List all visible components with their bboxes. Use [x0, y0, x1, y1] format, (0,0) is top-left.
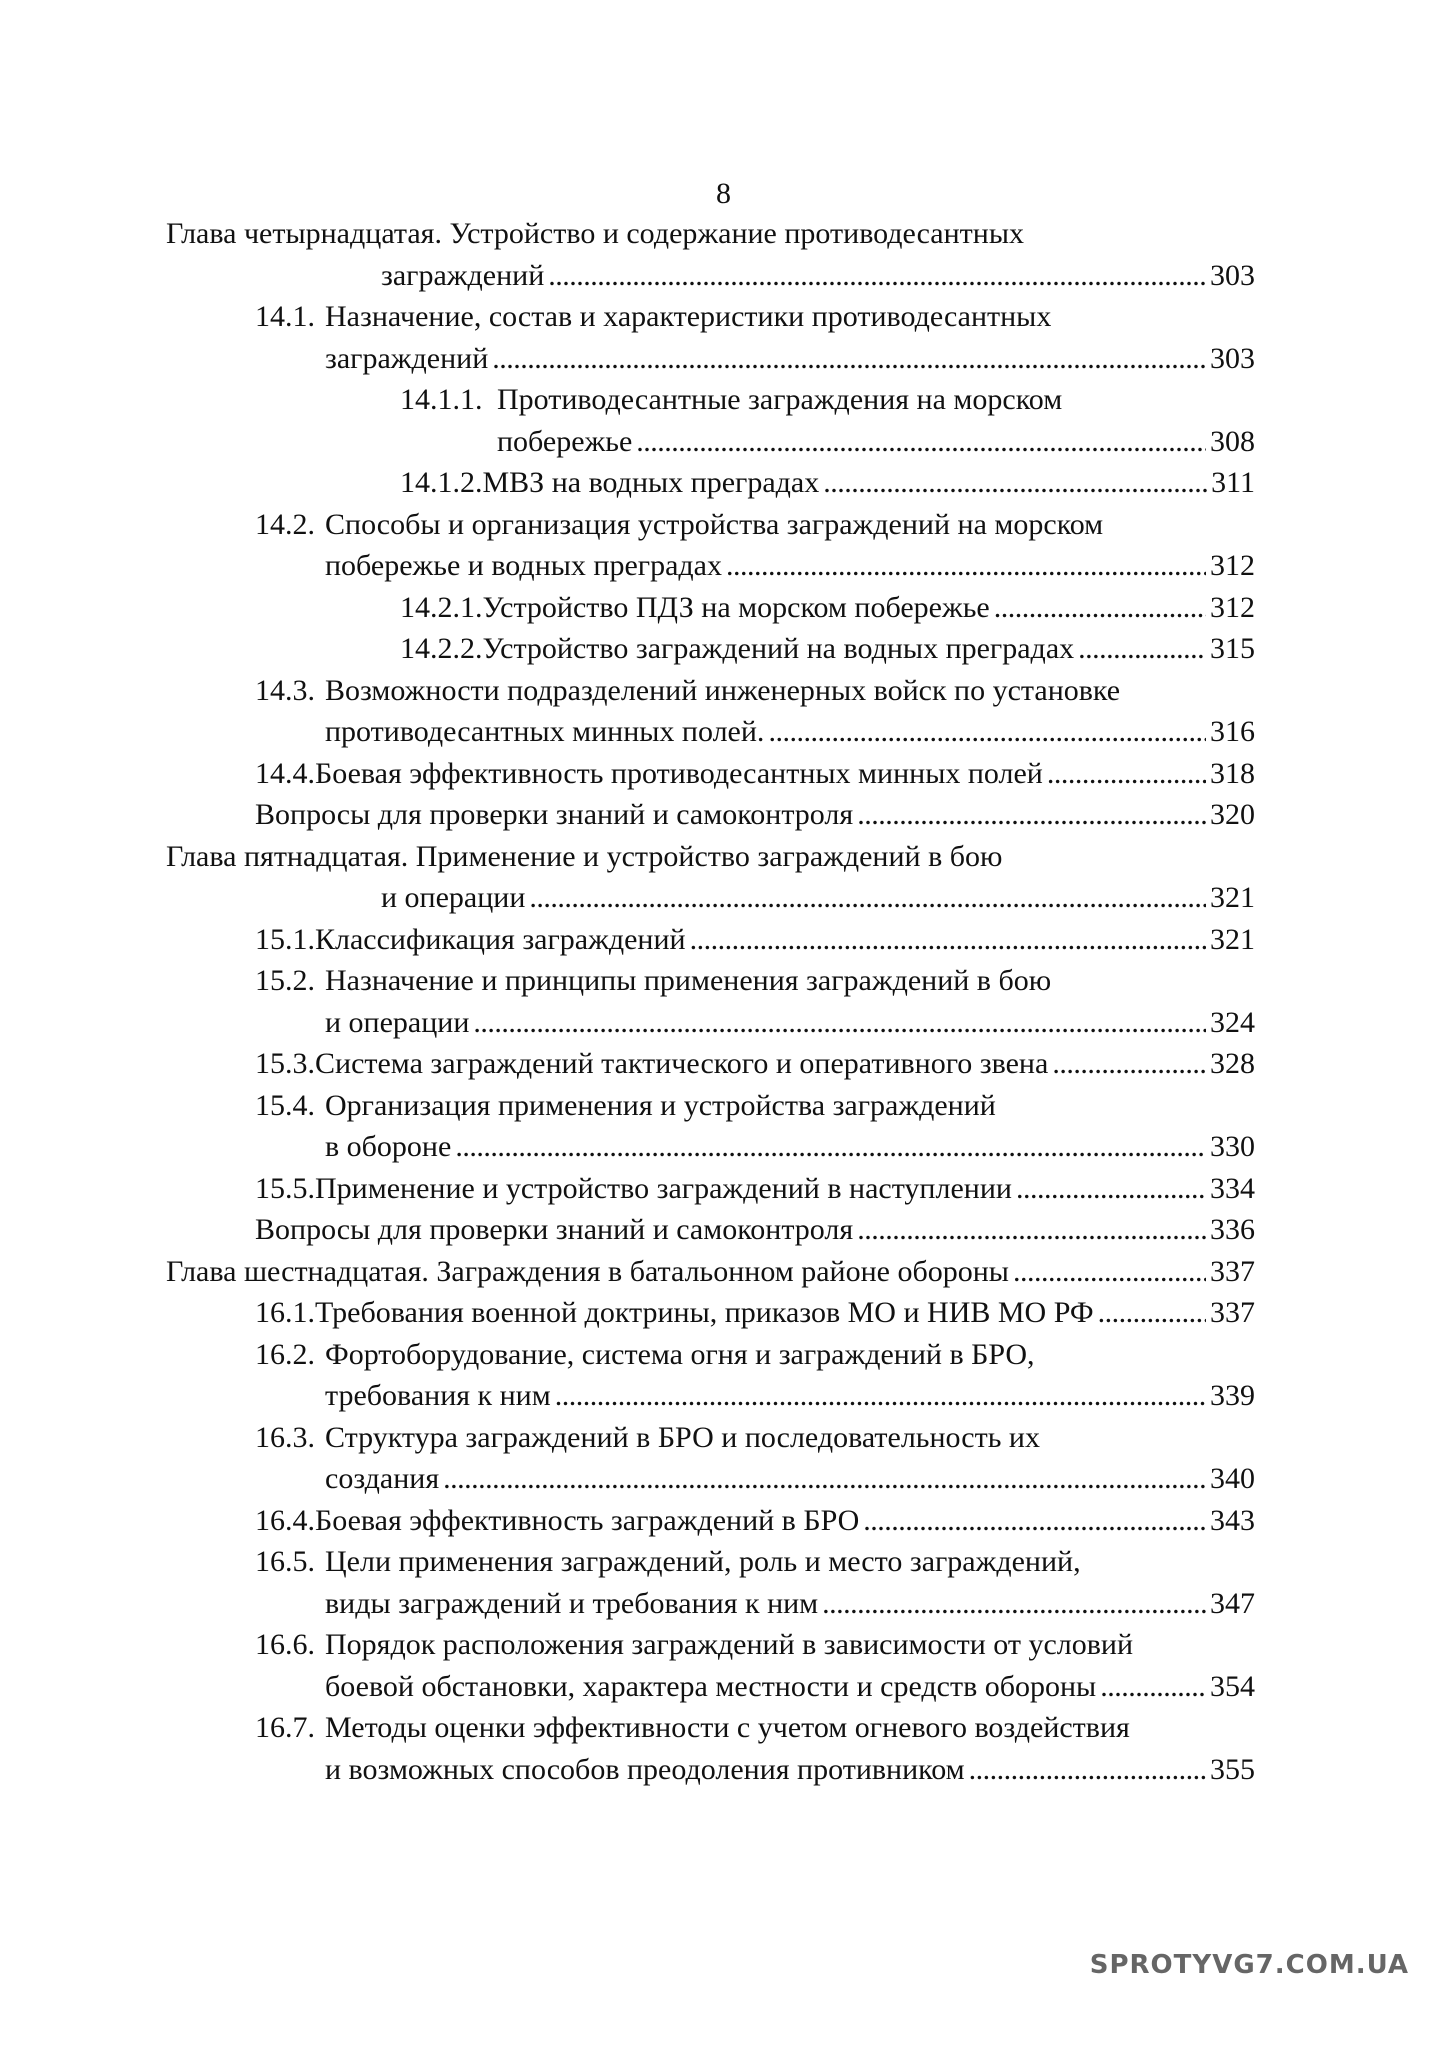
toc-entry-number: 16.1. [255, 1296, 315, 1329]
toc-entry [255, 671, 1120, 711]
toc-entry-page: 321 [1210, 881, 1255, 914]
toc-entry-page: 330 [1210, 1130, 1255, 1163]
toc-entry-title: побережье и водных преградах [325, 549, 722, 582]
toc-entry [325, 1127, 1255, 1167]
toc-entry-title: побережье [497, 424, 633, 458]
toc-entry-title: Методы оценки эффективности с учетом огневого воздействия [325, 1711, 1130, 1744]
toc-entry [255, 1625, 1133, 1665]
toc-entry-title: Назначение и принципы применения заграждений в бою [325, 964, 1052, 997]
toc-entry [166, 214, 1024, 254]
toc-entry-title: Вопросы для проверки знаний и самоконтроля [255, 1213, 854, 1246]
toc-entry [166, 1252, 1255, 1292]
toc-entry-number: 16.7. [255, 1711, 315, 1744]
dot-leader [1100, 1667, 1206, 1707]
toc-entry-number: 15.1. [255, 922, 315, 956]
toc-entry-title: требования к ним [325, 1379, 551, 1412]
toc-entry-page: 334 [1210, 1171, 1255, 1205]
toc-entry [255, 1708, 1130, 1748]
toc-entry [400, 588, 1255, 628]
toc-entry-number: 14.2. [255, 507, 315, 541]
toc-entry-number: 15.4. [255, 1088, 315, 1122]
toc-entry-title: Применение и устройство заграждений в наступлении [315, 1171, 1012, 1205]
toc-entry-page: 316 [1210, 715, 1255, 748]
toc-entry-title: и возможных способов преодоления противником [325, 1752, 965, 1786]
toc-entry [255, 961, 1051, 1001]
toc-entry [325, 1750, 1255, 1790]
toc-entry-title: Глава пятнадцатая. Применение и устройство заграждений в бою [166, 839, 1003, 873]
toc-entry-page: 324 [1210, 1005, 1255, 1039]
dot-leader [857, 1210, 1206, 1250]
toc-entry [255, 1501, 1255, 1541]
toc-entry-title: Боевая эффективность противодесантных минных полей [315, 756, 1043, 790]
toc-entry-title: Порядок расположения заграждений в зависимости от условий [325, 1628, 1134, 1661]
toc-entry-title: Требования военной доктрины, приказов МО и НИВ МО РФ [315, 1296, 1094, 1329]
dot-leader [473, 1003, 1206, 1043]
toc-entry-number: 15.2. [255, 964, 315, 997]
toc-entry-title: и операции [325, 1005, 470, 1039]
toc-entry [255, 754, 1255, 794]
toc-entry-page: 318 [1210, 756, 1255, 790]
toc-entry [381, 878, 1255, 918]
toc-entry [325, 1459, 1255, 1499]
toc-entry-page: 321 [1210, 922, 1255, 956]
toc-entry-title: противодесантных минных полей. [325, 715, 765, 748]
toc-entry-title: и операции [381, 881, 526, 914]
toc-entry [325, 546, 1255, 586]
toc-entry-title: боевой обстановки, характера местности и средств обороны [325, 1669, 1097, 1703]
toc-entry-page: 339 [1210, 1379, 1255, 1412]
toc-entry-title: МВЗ на водных преградах [482, 466, 820, 499]
toc-entry-page: 311 [1211, 466, 1255, 499]
toc-entry-number: 16.6. [255, 1628, 315, 1661]
toc-entry [255, 1086, 996, 1126]
toc-entry [497, 422, 1255, 462]
toc-entry-number: 16.5. [255, 1545, 315, 1578]
toc-entry-title: Классификация заграждений [315, 922, 686, 956]
toc-entry-number: 16.2. [255, 1337, 315, 1371]
toc-entry-title: Устройство ПДЗ на морском побережье [482, 590, 990, 624]
dot-leader [548, 256, 1206, 296]
toc-entry-title: Система заграждений тактического и оперативного звена [315, 1047, 1049, 1080]
toc-entry-title: Организация применения и устройства заграждений [325, 1088, 996, 1122]
toc-entry [325, 1003, 1255, 1043]
toc-entry-title: Возможности подразделений инженерных войск по установке [325, 673, 1121, 707]
toc-entry [255, 795, 1255, 835]
toc-entry-title: Боевая эффективность заграждений в БРО [315, 1503, 860, 1537]
toc-entry-number: 14.4. [255, 756, 315, 790]
toc-entry [255, 1169, 1255, 1209]
toc-entry-page: 354 [1210, 1669, 1255, 1703]
dot-leader [1098, 1293, 1206, 1333]
toc-entry-number: 14.1.2. [400, 466, 483, 499]
dot-leader [636, 422, 1206, 462]
toc-entry [325, 1584, 1255, 1624]
dot-leader [726, 546, 1206, 586]
toc-entry [325, 712, 1255, 752]
toc-entry [255, 920, 1255, 960]
toc-entry [255, 297, 1051, 337]
toc-entry [255, 1542, 1081, 1582]
dot-leader [768, 712, 1206, 752]
dot-leader [455, 1127, 1206, 1167]
toc-entry-page: 340 [1210, 1462, 1255, 1495]
toc-entry-page: 343 [1210, 1503, 1255, 1537]
toc-entry-number: 14.3. [255, 673, 315, 707]
dot-leader [529, 878, 1206, 918]
toc-entry-page: 303 [1210, 341, 1255, 375]
toc-entry-page: 315 [1210, 632, 1255, 665]
toc-entry-title: Способы и организация устройства заграждений на морском [325, 507, 1104, 541]
page-number: 8 [716, 177, 731, 210]
dot-leader [492, 339, 1206, 379]
dot-leader [823, 463, 1207, 503]
toc-entry-title: создания [325, 1462, 440, 1495]
toc-entry [255, 1210, 1255, 1250]
toc-entry [255, 1044, 1255, 1084]
toc-entry-title: Вопросы для проверки знаний и самоконтроля [255, 798, 854, 831]
toc-entry [400, 629, 1255, 669]
dot-leader [822, 1584, 1206, 1624]
toc-entry-title: заграждений [381, 258, 545, 292]
toc-entry-number: 15.3. [255, 1047, 315, 1080]
toc-entry-title: Структура заграждений в БРО и последовательность их [325, 1420, 1040, 1454]
toc-entry-title: Противодесантные заграждения на морском [497, 383, 1063, 416]
dot-leader [1052, 1044, 1206, 1084]
toc-entry-number: 16.4. [255, 1503, 315, 1537]
dot-leader [555, 1376, 1206, 1416]
toc-entry [255, 1293, 1255, 1333]
toc-entry [166, 837, 1002, 877]
toc-entry-title: заграждений [325, 341, 489, 375]
dot-leader [994, 588, 1206, 628]
toc-entry-number: 14.2.2. [400, 632, 483, 665]
toc-entry-title: Глава шестнадцатая. Заграждения в батальонном районе обороны [166, 1254, 1009, 1288]
toc-entry [325, 1667, 1255, 1707]
toc-entry [325, 1376, 1255, 1416]
toc-entry-title: Фортоборудование, система огня и заграждений в БРО, [325, 1337, 1035, 1371]
toc-entry-page: 337 [1210, 1296, 1255, 1329]
dot-leader [1016, 1169, 1206, 1209]
toc-entry-page: 337 [1210, 1254, 1255, 1288]
dot-leader [1047, 754, 1206, 794]
toc-entry [255, 505, 1103, 545]
dot-leader [1078, 629, 1206, 669]
toc-entry [400, 463, 1255, 503]
dot-leader [969, 1750, 1206, 1790]
dot-leader [443, 1459, 1206, 1499]
toc-entry-title: Назначение, состав и характеристики противодесантных [325, 300, 1052, 333]
toc-entry-page: 347 [1210, 1586, 1255, 1620]
toc-entry-title: в обороне [325, 1130, 452, 1163]
toc-entry [325, 339, 1255, 379]
toc-entry [255, 1335, 1035, 1375]
watermark: SPROTYVG7.COM.UA [1089, 1950, 1409, 1980]
toc-entry-number: 14.2.1. [400, 590, 483, 624]
toc-entry-number: 15.5. [255, 1171, 315, 1205]
toc-entry-page: 312 [1210, 590, 1255, 624]
toc-entry-page: 308 [1210, 424, 1255, 458]
dot-leader [857, 795, 1206, 835]
toc-entry-title: Цели применения заграждений, роль и место заграждений, [325, 1545, 1081, 1578]
toc-entry-title: виды заграждений и требования к ним [325, 1586, 819, 1620]
toc-entry-number: 14.1. [255, 300, 315, 333]
toc-entry [400, 380, 1062, 420]
toc-entry-number: 16.3. [255, 1420, 315, 1454]
toc-entry-page: 355 [1210, 1752, 1255, 1786]
toc-entry [381, 256, 1255, 296]
dot-leader [1013, 1252, 1206, 1292]
dot-leader [690, 920, 1206, 960]
toc-entry-title: Глава четырнадцатая. Устройство и содержание противодесантных [166, 217, 1024, 250]
dot-leader [863, 1501, 1206, 1541]
toc-entry-page: 312 [1210, 549, 1255, 582]
toc-entry-page: 336 [1210, 1213, 1255, 1246]
toc-entry-page: 320 [1210, 798, 1255, 831]
toc-entry-number: 14.1.1. [400, 383, 483, 416]
toc-entry-title: Устройство заграждений на водных преградах [482, 632, 1075, 665]
toc-entry-page: 328 [1210, 1047, 1255, 1080]
toc-entry-page: 303 [1210, 258, 1255, 292]
toc-entry [255, 1418, 1040, 1458]
